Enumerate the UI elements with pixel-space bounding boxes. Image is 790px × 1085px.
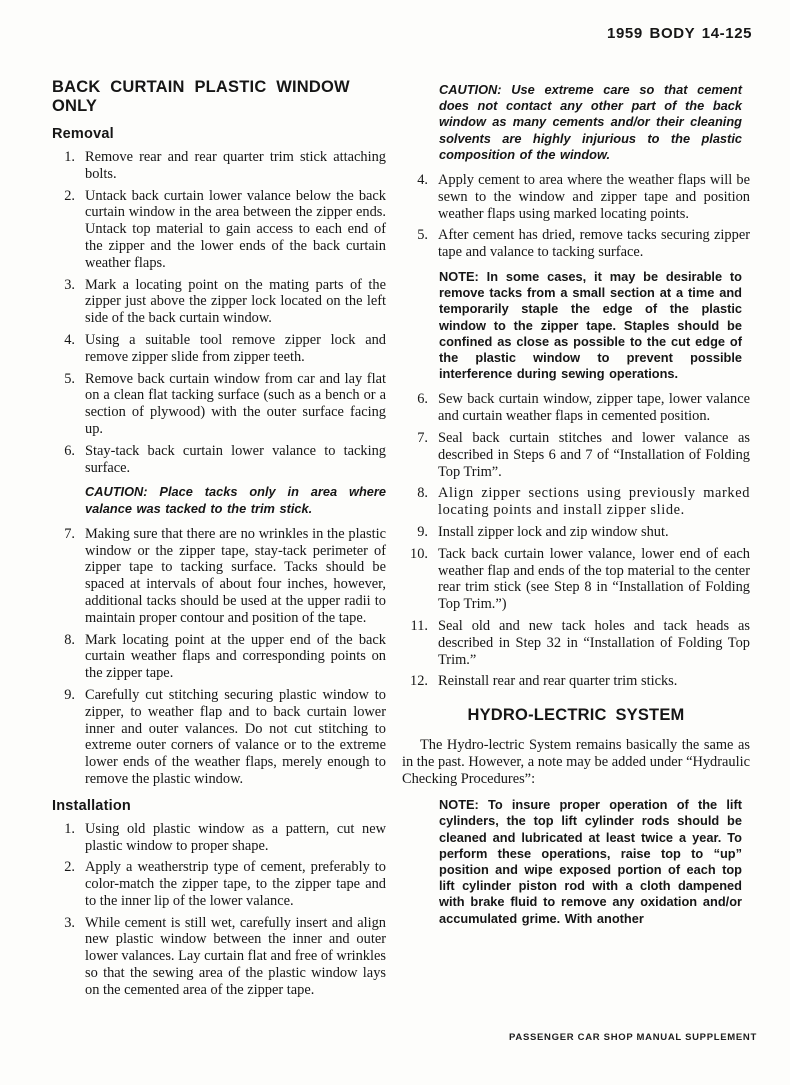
item-number: 8. xyxy=(64,631,75,648)
item-text: Mark locating point at the upper end of the back curtain weather flaps and corresponding points on the zipper tape. xyxy=(85,631,386,682)
note-block: NOTE: In some cases, it may be desirable to remove tacks from a small section at a time and temporarily staple the edge of the plastic window to the zipper tape. Staples should be confined as close as possible to the cut edge of the plastic window to prevent possible interference during sewing operations. xyxy=(439,269,742,382)
caution-block: CAUTION: Place tacks only in area where valance was tacked to the trim stick. xyxy=(85,484,386,516)
left-column xyxy=(52,78,386,1004)
item-number: 5. xyxy=(417,227,428,244)
list-item xyxy=(52,332,386,366)
list-item xyxy=(52,859,386,909)
hydro-lectric-title: HYDRO-LECTRIC SYSTEM xyxy=(467,706,685,725)
item-text: Sew back curtain window, zipper tape, lower valance and curtain weather flaps in cemented position. xyxy=(438,391,750,425)
item-text: Remove rear and rear quarter trim stick attaching bolts. xyxy=(85,149,386,182)
item-number: 12. xyxy=(410,673,428,690)
list-item xyxy=(52,149,386,183)
item-number: 7. xyxy=(64,525,75,542)
list-item xyxy=(402,172,750,222)
list-item xyxy=(402,618,750,668)
item-number: 4. xyxy=(64,331,75,348)
item-number: 8. xyxy=(417,485,428,502)
item-text: While cement is still wet, carefully insert and align new plastic window between the inner and outer lower valances. Lay curtain flat and free of wrinkles so that the sewing area of the plastic window lays on the cemented area of the zipper tape. xyxy=(85,914,386,998)
item-text: Making sure that there are no wrinkles in the plastic window or the zipper tape, stay-tack perimeter of zipper tape to tacking surface. Tacks should be spaced at intervals of about four inches, however, additional tacks should be used at the upper radii to maintain proper contour and position of the tape. xyxy=(85,525,386,626)
list-item xyxy=(402,524,750,541)
list-item xyxy=(402,430,750,480)
item-text: Seal old and new tack holes and tack heads as described in Step 32 in “Installation of Folding Top Trim.” xyxy=(438,617,750,668)
item-number: 4. xyxy=(417,172,428,189)
item-text: Using old plastic window as a pattern, cut new plastic window to proper shape. xyxy=(85,820,386,854)
item-number: 2. xyxy=(64,859,75,876)
item-text: Install zipper lock and zip window shut. xyxy=(438,524,669,540)
list-item xyxy=(402,485,750,519)
right-column xyxy=(402,82,750,936)
item-number: 3. xyxy=(64,914,75,931)
page-header: 1959 BODY 14-125 xyxy=(607,25,753,42)
item-number: 11. xyxy=(410,617,428,634)
list-item xyxy=(52,821,386,855)
item-number: 9. xyxy=(64,686,75,703)
item-number: 10. xyxy=(410,545,428,562)
list-item xyxy=(402,227,750,261)
page-footer: PASSENGER CAR SHOP MANUAL SUPPLEMENT xyxy=(509,1032,757,1043)
item-text: Using a suitable tool remove zipper lock and remove zipper slide from zipper teeth. xyxy=(85,331,386,365)
item-number: 7. xyxy=(417,430,428,447)
item-number: 6. xyxy=(64,442,75,459)
item-text: Mark a locating point on the mating parts of the zipper just above the zipper lock located on the left side of the back curtain window. xyxy=(85,276,386,327)
hydro-intro-paragraph: The Hydro-lectric System remains basically the same as in the past. However, a note may be added under “Hydraulic Checking Procedures”: xyxy=(402,737,750,788)
item-number: 9. xyxy=(417,524,428,540)
item-number: 1. xyxy=(64,149,75,165)
list-item xyxy=(52,371,386,438)
item-text: Remove back curtain window from car and lay flat on a clean flat tacking surface (such as a bench or a section of plywood) with the outer surface facing up. xyxy=(85,370,386,437)
list-item xyxy=(52,632,386,682)
list-item xyxy=(402,673,750,690)
item-number: 5. xyxy=(64,370,75,387)
item-text: Align zipper sections using previously marked locating points and install zipper slide. xyxy=(438,485,750,519)
item-text: Seal back curtain stitches and lower valance as described in Steps 6 and 7 of “Installation of Folding Top Trim”. xyxy=(438,430,750,480)
item-number: 3. xyxy=(64,276,75,293)
item-text: Untack back curtain lower valance below the back curtain window in the area between the zipper ends. Untack top material to gain access to each end of the zipper and the lower ends of the back curtain weather flaps. xyxy=(85,187,386,271)
list-item xyxy=(52,526,386,627)
caution-block: CAUTION: Use extreme care so that cement does not contact any other part of the back window as many cements and/or their cleaning solvents are highly injurious to the plastic composition of the window. xyxy=(439,82,742,162)
item-text: Apply a weatherstrip type of cement, preferably to color-match the zipper tape, to the zipper tape and to the inner lip of the lower valance. xyxy=(85,859,386,909)
installation-heading: Installation xyxy=(52,797,131,814)
item-number: 1. xyxy=(64,820,75,837)
item-text: Tack back curtain lower valance, lower end of each weather flap and ends of the top material to the center rear trim stick (see Step 8 in “Installation of Folding Top Trim.”) xyxy=(438,545,750,613)
item-text: Reinstall rear and rear quarter trim sticks. xyxy=(438,673,678,690)
item-number: 6. xyxy=(417,391,428,408)
list-item xyxy=(52,915,386,999)
list-item xyxy=(52,443,386,477)
item-text: Apply cement to area where the weather flaps will be sewn to the window and zipper tape and position weather flaps using marked locating points. xyxy=(438,172,750,222)
list-item xyxy=(52,277,386,327)
section-title: BACK CURTAIN PLASTIC WINDOW ONLY xyxy=(52,78,350,115)
list-item xyxy=(52,188,386,272)
item-text: Stay-tack back curtain lower valance to tacking surface. xyxy=(85,442,386,476)
removal-heading: Removal xyxy=(52,126,114,142)
note-block: NOTE: To insure proper operation of the lift cylinders, the top lift cylinder rods should be cleaned and lubricated at least twice a year. To perform these operations, raise top to “up” position and wipe exposed portion of each top lift cylinder piston rod with a cloth dampened with brake fluid to remove any oxidation and/or accumulated grime. With another xyxy=(439,797,742,926)
list-item xyxy=(402,391,750,425)
list-item xyxy=(52,687,386,788)
item-text: After cement has dried, remove tacks securing zipper tape and valance to tacking surface. xyxy=(438,227,750,261)
item-text: Carefully cut stitching securing plastic window to zipper, to weather flap and to back curtain lower inner and outer valances. Do not cut stitching to extreme outer corners of valance or to the extreme lower ends of the weather flaps, merely enough to remove the plastic window. xyxy=(85,686,386,787)
item-number: 2. xyxy=(64,187,75,204)
list-item xyxy=(402,546,750,613)
